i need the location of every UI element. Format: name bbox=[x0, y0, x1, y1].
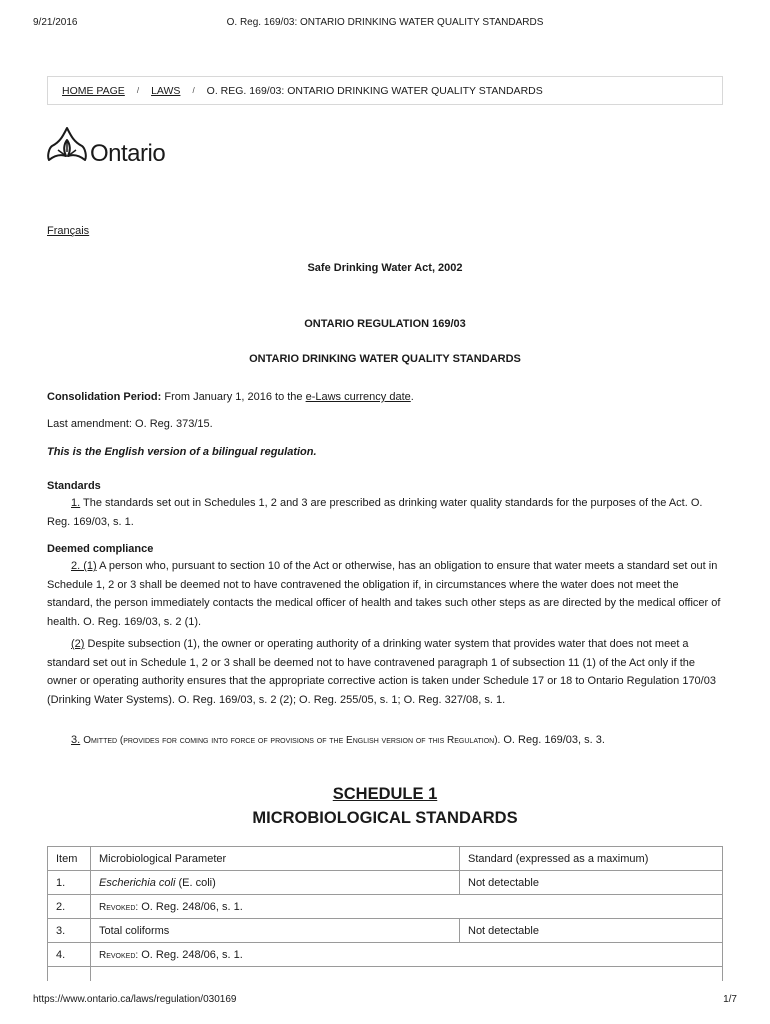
section-3-link[interactable]: 3. bbox=[71, 734, 81, 746]
print-url: https://www.ontario.ca/laws/regulation/030169 bbox=[33, 994, 237, 1005]
act-title: Safe Drinking Water Act, 2002 bbox=[307, 262, 463, 274]
section-1 bbox=[47, 494, 725, 531]
consolidation-label: Consolidation Period: bbox=[47, 391, 162, 403]
print-title: O. Reg. 169/03: ONTARIO DRINKING WATER QUALITY STANDARDS bbox=[226, 17, 544, 28]
ontario-logo[interactable] bbox=[46, 126, 165, 166]
row-revoked bbox=[91, 895, 723, 919]
standards-heading: Standards bbox=[47, 480, 101, 492]
header-parameter: Microbiological Parameter bbox=[91, 847, 460, 871]
row-item: 4. bbox=[48, 943, 91, 967]
header-standard: Standard (expressed as a maximum) bbox=[460, 847, 723, 871]
row-item: 3. bbox=[48, 919, 91, 943]
row-parameter bbox=[91, 871, 460, 895]
consolidation-end: . bbox=[410, 391, 414, 403]
section-3-citation: O. Reg. 169/03, s. 3. bbox=[503, 734, 605, 746]
breadcrumb-home-link[interactable]: HOME PAGE bbox=[62, 84, 125, 97]
table-row bbox=[48, 871, 723, 895]
section-2-1-text: A person who, pursuant to section 10 of the Act or otherwise, has an obligation to ensure that water meets a standard set out in Schedule 1, 2 or 3 shall be deemed not to have contravened the obligation if, in circumstances where the water does not meet the standard, the person immediately contacts the medical officer of health and takes such other steps as are directed by the medical officer of health. O. Reg. 169/03, s. 2 (1). bbox=[47, 560, 721, 628]
breadcrumb-separator: / bbox=[192, 86, 195, 95]
revoked-citation: O. Reg. 248/06, s. 1. bbox=[141, 900, 243, 913]
section-1-text: The standards set out in Schedules 1, 2 and 3 are prescribed as drinking water quality standards for the purposes of the Act. O. Reg. 169/03, s. 1. bbox=[47, 497, 703, 528]
parameter-suffix: (E. coli) bbox=[175, 876, 216, 889]
section-3-omitted: Omitted (provides for coming into force of provisions of the English version of this Regulation). bbox=[83, 735, 501, 746]
print-footer bbox=[33, 994, 737, 1008]
table-row bbox=[48, 919, 723, 943]
row-parameter: Total coliforms bbox=[91, 919, 460, 943]
breadcrumb-separator: / bbox=[136, 86, 140, 95]
table-row bbox=[48, 943, 723, 967]
section-1-link[interactable]: 1. bbox=[71, 497, 81, 509]
table-header-row bbox=[48, 847, 723, 871]
table-row bbox=[48, 895, 723, 919]
row-item: 2. bbox=[48, 895, 91, 919]
trillium-icon bbox=[46, 126, 88, 166]
breadcrumb bbox=[47, 76, 723, 105]
ontario-wordmark: Ontario bbox=[90, 140, 166, 167]
print-page-number: 1/7 bbox=[723, 994, 737, 1005]
row-standard: Not detectable bbox=[460, 919, 723, 943]
microbiological-standards-table bbox=[47, 846, 723, 981]
last-amendment: Last amendment: O. Reg. 373/15. bbox=[47, 418, 213, 430]
regulation-title: ONTARIO DRINKING WATER QUALITY STANDARDS bbox=[249, 353, 521, 365]
english-version-note: This is the English version of a bilingual regulation. bbox=[47, 446, 317, 458]
row-standard: Not detectable bbox=[460, 871, 723, 895]
elaws-currency-link[interactable]: e-Laws currency date bbox=[305, 391, 411, 403]
breadcrumb-laws-link[interactable]: LAWS bbox=[151, 84, 181, 97]
row-revoked bbox=[91, 943, 723, 967]
section-2-1-link[interactable]: 2. (1) bbox=[71, 560, 97, 572]
parameter-scientific-name: Escherichia coli bbox=[99, 876, 176, 889]
consolidation-period bbox=[47, 388, 725, 407]
section-3 bbox=[47, 731, 725, 751]
consolidation-text: From January 1, 2016 to the bbox=[164, 391, 303, 403]
schedule-title: MICROBIOLOGICAL STANDARDS bbox=[252, 809, 518, 827]
regulation-number: ONTARIO REGULATION 169/03 bbox=[304, 318, 466, 330]
section-2-2-link[interactable]: (2) bbox=[71, 638, 85, 650]
row-item: 1. bbox=[48, 871, 91, 895]
section-2-1 bbox=[47, 557, 725, 631]
print-date: 9/21/2016 bbox=[33, 17, 78, 28]
breadcrumb-current: O. REG. 169/03: ONTARIO DRINKING WATER QUALITY STANDARDS bbox=[206, 84, 543, 97]
header-item: Item bbox=[48, 847, 91, 871]
table-row-continued bbox=[48, 967, 723, 982]
section-2-2 bbox=[47, 635, 725, 709]
revoked-citation: O. Reg. 248/06, s. 1. bbox=[141, 948, 243, 961]
revoked-label: Revoked: bbox=[99, 901, 139, 913]
print-header bbox=[33, 17, 737, 31]
deemed-compliance-heading: Deemed compliance bbox=[47, 543, 154, 555]
revoked-label: Revoked: bbox=[99, 949, 139, 961]
francais-link[interactable]: Français bbox=[47, 225, 90, 237]
schedule-label[interactable]: SCHEDULE 1 bbox=[332, 785, 438, 803]
section-2-2-text: Despite subsection (1), the owner or operating authority of a drinking water system that provides water that does not meet a standard set out in Schedule 1, 2 or 3 shall be deemed not to have contravened paragraph 1 of subsection 11 (1) of the Act only if the owner or operating authority ensures that the appropriate corrective action is taken under Schedule 17 or 18 to Ontario Regulation 170/03 (Drinking Water Systems). O. Reg. 169/03, s. 2 (2); O. Reg. 255/05, s. 1; O. Reg. 327/08, s. 1. bbox=[47, 638, 716, 706]
